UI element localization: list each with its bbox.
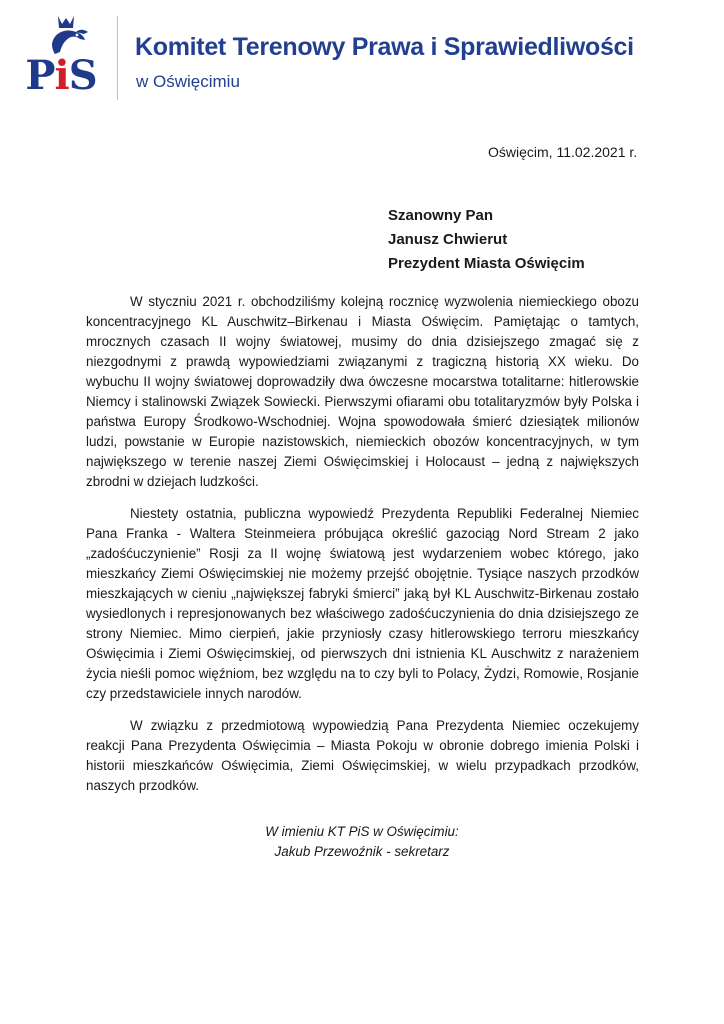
letterhead <box>0 0 724 110</box>
recipient-name: Janusz Chwierut <box>388 231 508 248</box>
party-logo <box>22 14 100 100</box>
letter-date: Oświęcim, 11.02.2021 r. <box>488 144 638 160</box>
organization-name: Komitet Terenowy Prawa i Sprawiedliwości <box>135 33 634 61</box>
recipient-salutation: Szanowny Pan <box>388 207 494 224</box>
body-paragraph: W styczniu 2021 r. obchodziliśmy kolejną rocznicę wyzwolenia niemieckiego obozu koncentracyjnego KL Auschwitz–Birkenau i Miasta Oświęcim. Pamiętając o tamtych, mrocznych czasach II wojny światowej, musimy do dnia dzisiejszego zmagać się z niezgodnymi z prawdą wypowiedziami związanymi z tragiczną historią XX wieku. Do wybuchu II wojny światowej doprowadziły dwa ówczesne mocarstwa totalitarne: hitlerowskie Niemcy i stalinowski Związek Sowiecki. Pierwszymi ofiarami obu totalitaryzmów były Polska i państwa Europy Środkowo-Wschodniej. Wojna spowodowała śmierć dziesiątek milionów ludzi, powstanie w Europie nazistowskich, niemieckich obozów koncentracyjnych, w tym największego w terenie naszej Ziemi Oświęcimskiej i Holocaust – jedną z największych zbrodni w dziejach ludzkości. <box>86 294 639 489</box>
recipient-block <box>388 204 585 276</box>
logo-wordmark: PiS <box>25 52 97 99</box>
body-paragraph: Niestety ostatnia, publiczna wypowiedź Prezydenta Republiki Federalnej Niemiec Pana Franka - Waltera Steinmeiera próbująca określić gazociąg Nord Stream 2 jako „zadośćuczynienie” Rosji za II wojnę światową jest wydarzeniem wobec którego, jako mieszkańcy Ziemi Oświęcimskiej nie możemy przejść obojętnie. Tysiące naszych przodków mieszkających w cieniu „największej fabryki śmierci” jaką był KL Auschwitz-Birkenau zostało wysiedlonych i represjonowanych bez właściwego zadośćuczynienia do dnia dzisiejszego ze strony Niemiec. Mimo cierpień, jakie przyniosły czasy hitlerowskiego terroru mieszkańcy Oświęcimia i Ziemi Oświęcimskiej, od pierwszych dni istnienia KL Auschwitz z narażeniem życia nieśli pomoc więźniom, bez względu na to czy byli to Polacy, Żydzi, Romowie, Rosjanie czy przedstawiciele innych narodów. <box>86 506 639 701</box>
organization-city: w Oświęcimiu <box>136 72 240 91</box>
signature-on-behalf: W imieniu KT PiS w Oświęcimiu: <box>265 824 459 839</box>
letterhead-divider <box>117 16 118 100</box>
recipient-title: Prezydent Miasta Oświęcim <box>388 255 585 272</box>
signature-name: Jakub Przewoźnik - sekretarz <box>274 844 450 859</box>
letter-body <box>86 292 639 808</box>
body-paragraph: W związku z przedmiotową wypowiedzią Pana Prezydenta Niemiec oczekujemy reakcji Pana Prezydenta Oświęcimia – Miasta Pokoju w obronie dobrego imienia Polski i historii mieszkańców Oświęcimia, Ziemi Oświęcimskiej, w wielu przypadkach przodków, naszych przodków. <box>86 718 639 793</box>
signature-block <box>262 822 462 862</box>
